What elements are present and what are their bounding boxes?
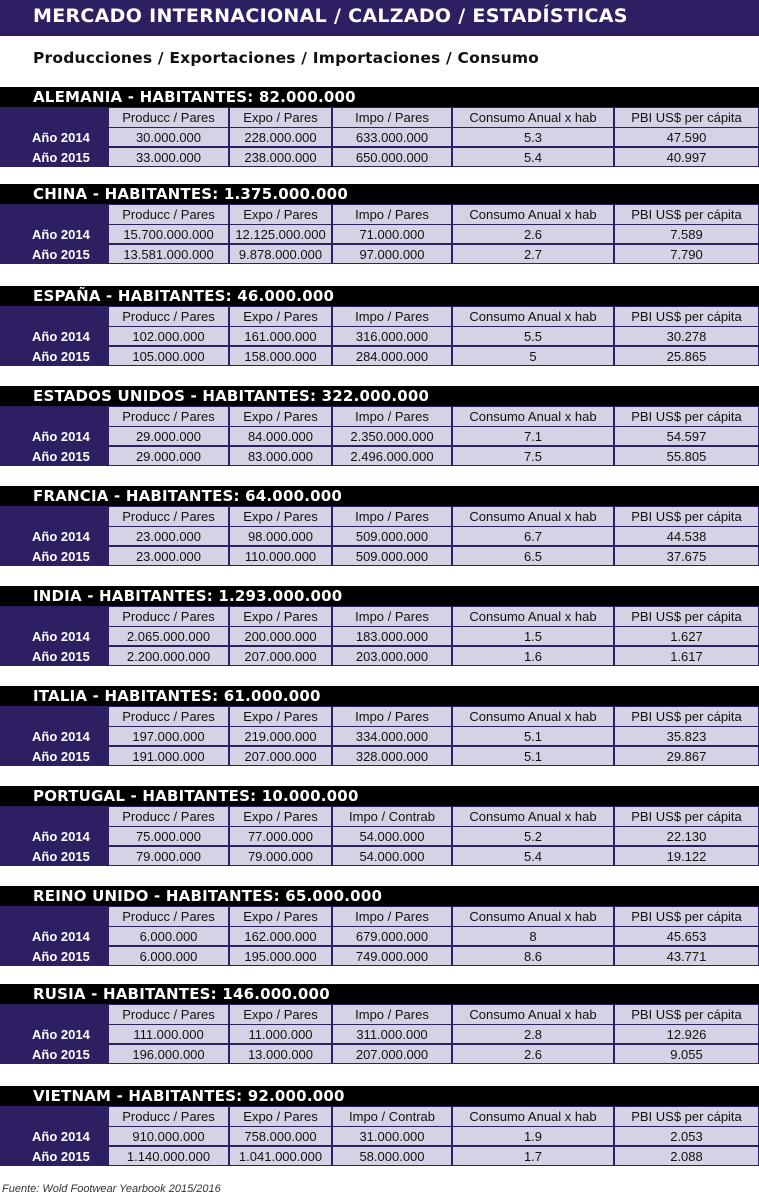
column-header: PBI US$ per cápita [614,406,759,426]
country-section [0,486,759,566]
table-cell: 2.6 [452,224,614,244]
table-cell: 5.1 [452,746,614,766]
row-label: Año 2014 [0,626,108,646]
table-cell: 7.589 [614,224,759,244]
table-cell: 5.4 [452,846,614,866]
column-header: Impo / Contrab [332,806,452,826]
table-cell: 79.000.000 [108,846,229,866]
table-cell: 2.088 [614,1146,759,1166]
column-header: Producc / Pares [108,506,229,526]
row-label: Año 2014 [0,726,108,746]
row-label: Año 2015 [0,446,108,466]
table-cell: 7.790 [614,244,759,264]
column-header: Consumo Anual x hab [452,506,614,526]
column-header: Consumo Anual x hab [452,606,614,626]
table-cell: 29.000.000 [108,426,229,446]
table-cell: 207.000.000 [229,646,332,666]
table-cell: 33.000.000 [108,147,229,167]
section-header [0,286,759,306]
label-column-header [0,806,108,826]
table-cell: 679.000.000 [332,926,452,946]
column-header: Impo / Pares [332,506,452,526]
table-cell: 54.000.000 [332,826,452,846]
row-label: Año 2015 [0,244,108,264]
column-header: Producc / Pares [108,107,229,127]
table-cell: 5 [452,346,614,366]
column-header: PBI US$ per cápita [614,107,759,127]
row-label: Año 2015 [0,646,108,666]
table-cell: 43.771 [614,946,759,966]
column-header: Consumo Anual x hab [452,306,614,326]
column-header: Impo / Pares [332,606,452,626]
table-cell: 1.7 [452,1146,614,1166]
table-cell: 77.000.000 [229,826,332,846]
table-cell: 161.000.000 [229,326,332,346]
table-cell: 55.805 [614,446,759,466]
column-header: PBI US$ per cápita [614,506,759,526]
row-label: Año 2014 [0,426,108,446]
table-cell: 6.000.000 [108,946,229,966]
section-title: ITALIA - HABITANTES: 61.000.000 [33,687,321,705]
table-cell: 200.000.000 [229,626,332,646]
column-header: Producc / Pares [108,406,229,426]
table-cell: 98.000.000 [229,526,332,546]
label-column-header [0,406,108,426]
column-header: Consumo Anual x hab [452,406,614,426]
label-column-header [0,606,108,626]
table-cell: 1.627 [614,626,759,646]
column-header: Expo / Pares [229,306,332,326]
table-cell: 45.653 [614,926,759,946]
column-header: Producc / Pares [108,906,229,926]
table-cell: 2.8 [452,1024,614,1044]
table-cell: 158.000.000 [229,346,332,366]
country-section [0,286,759,366]
table-cell: 195.000.000 [229,946,332,966]
section-header [0,87,759,107]
table-cell: 7.1 [452,426,614,446]
column-header: PBI US$ per cápita [614,606,759,626]
country-section [0,786,759,866]
column-header: Impo / Pares [332,306,452,326]
table-cell: 1.617 [614,646,759,666]
column-header: Expo / Pares [229,606,332,626]
country-section [0,1086,759,1166]
label-column-header [0,306,108,326]
table-cell: 5.2 [452,826,614,846]
column-header: Expo / Pares [229,806,332,826]
country-section [0,686,759,766]
section-header [0,886,759,906]
table-cell: 910.000.000 [108,1126,229,1146]
label-column-header [0,906,108,926]
table-cell: 102.000.000 [108,326,229,346]
column-header: Producc / Pares [108,606,229,626]
table-cell: 5.1 [452,726,614,746]
table-cell: 54.000.000 [332,846,452,866]
column-header: Expo / Pares [229,107,332,127]
table-cell: 203.000.000 [332,646,452,666]
table-cell: 2.6 [452,1044,614,1064]
row-label: Año 2015 [0,1146,108,1166]
table-cell: 6.000.000 [108,926,229,946]
column-header: PBI US$ per cápita [614,806,759,826]
column-header: Expo / Pares [229,204,332,224]
column-header: Expo / Pares [229,1004,332,1024]
section-title: ALEMANIA - HABITANTES: 82.000.000 [33,88,356,106]
column-header: Expo / Pares [229,506,332,526]
column-header: Expo / Pares [229,706,332,726]
table-cell: 7.5 [452,446,614,466]
table-cell: 196.000.000 [108,1044,229,1064]
row-label: Año 2014 [0,1126,108,1146]
table-cell: 29.000.000 [108,446,229,466]
table-cell: 75.000.000 [108,826,229,846]
column-header: Consumo Anual x hab [452,107,614,127]
section-title: PORTUGAL - HABITANTES: 10.000.000 [33,787,359,805]
table-cell: 2.065.000.000 [108,626,229,646]
table-cell: 5.3 [452,127,614,147]
table-cell: 13.000.000 [229,1044,332,1064]
column-header: Impo / Pares [332,107,452,127]
table-cell: 1.140.000.000 [108,1146,229,1166]
row-label: Año 2015 [0,946,108,966]
table-cell: 207.000.000 [332,1044,452,1064]
row-label: Año 2015 [0,1044,108,1064]
section-header [0,1086,759,1106]
column-header: Impo / Pares [332,1004,452,1024]
table-cell: 5.5 [452,326,614,346]
table-cell: 228.000.000 [229,127,332,147]
country-section [0,984,759,1064]
row-label: Año 2015 [0,846,108,866]
section-title: INDIA - HABITANTES: 1.293.000.000 [33,587,343,605]
row-label: Año 2014 [0,127,108,147]
column-header: PBI US$ per cápita [614,1004,759,1024]
column-header: Producc / Pares [108,806,229,826]
section-title: FRANCIA - HABITANTES: 64.000.000 [33,487,343,505]
table-cell: 219.000.000 [229,726,332,746]
table-cell: 9.055 [614,1044,759,1064]
table-cell: 183.000.000 [332,626,452,646]
table-cell: 6.7 [452,526,614,546]
column-header: PBI US$ per cápita [614,204,759,224]
table-cell: 105.000.000 [108,346,229,366]
table-cell: 1.9 [452,1126,614,1146]
label-column-header [0,706,108,726]
column-header: Consumo Anual x hab [452,906,614,926]
table-cell: 84.000.000 [229,426,332,446]
table-cell: 35.823 [614,726,759,746]
row-label: Año 2014 [0,326,108,346]
column-header: Expo / Pares [229,1106,332,1126]
section-title: ESTADOS UNIDOS - HABITANTES: 322.000.000 [33,387,430,405]
column-header: Producc / Pares [108,306,229,326]
section-header [0,486,759,506]
table-cell: 58.000.000 [332,1146,452,1166]
section-title: ESPAÑA - HABITANTES: 46.000.000 [33,287,335,305]
section-header [0,184,759,204]
table-cell: 8.6 [452,946,614,966]
table-cell: 2.7 [452,244,614,264]
page-subtitle: Producciones / Exportaciones / Importaciones / Consumo [33,49,540,67]
row-label: Año 2015 [0,546,108,566]
section-title: VIETNAM - HABITANTES: 92.000.000 [33,1087,345,1105]
table-cell: 22.130 [614,826,759,846]
table-cell: 29.867 [614,746,759,766]
table-cell: 31.000.000 [332,1126,452,1146]
table-cell: 1.6 [452,646,614,666]
column-header: Impo / Contrab [332,1106,452,1126]
table-cell: 2.053 [614,1126,759,1146]
table-cell: 1.5 [452,626,614,646]
section-title: CHINA - HABITANTES: 1.375.000.000 [33,185,348,203]
table-cell: 12.125.000.000 [229,224,332,244]
table-cell: 162.000.000 [229,926,332,946]
row-label: Año 2014 [0,224,108,244]
table-cell: 54.597 [614,426,759,446]
column-header: Impo / Pares [332,406,452,426]
table-cell: 197.000.000 [108,726,229,746]
country-section [0,184,759,264]
table-cell: 19.122 [614,846,759,866]
table-cell: 44.538 [614,526,759,546]
table-cell: 758.000.000 [229,1126,332,1146]
label-column-header [0,1004,108,1024]
table-cell: 633.000.000 [332,127,452,147]
row-label: Año 2015 [0,147,108,167]
row-label: Año 2015 [0,346,108,366]
column-header: PBI US$ per cápita [614,1106,759,1126]
page-title: MERCADO INTERNACIONAL / CALZADO / ESTADÍSTICAS [33,5,628,27]
table-cell: 509.000.000 [332,546,452,566]
row-label: Año 2014 [0,1024,108,1044]
table-cell: 23.000.000 [108,546,229,566]
table-cell: 316.000.000 [332,326,452,346]
column-header: Consumo Anual x hab [452,1004,614,1024]
table-cell: 191.000.000 [108,746,229,766]
column-header: Producc / Pares [108,706,229,726]
row-label: Año 2014 [0,526,108,546]
table-cell: 40.997 [614,147,759,167]
table-cell: 15.700.000.000 [108,224,229,244]
table-cell: 12.926 [614,1024,759,1044]
section-header [0,786,759,806]
table-cell: 334.000.000 [332,726,452,746]
table-cell: 207.000.000 [229,746,332,766]
table-cell: 97.000.000 [332,244,452,264]
table-cell: 1.041.000.000 [229,1146,332,1166]
column-header: Consumo Anual x hab [452,706,614,726]
column-header: Consumo Anual x hab [452,806,614,826]
country-section [0,386,759,466]
column-header: Impo / Pares [332,906,452,926]
table-cell: 25.865 [614,346,759,366]
table-cell: 509.000.000 [332,526,452,546]
section-header [0,984,759,1004]
section-title: RUSIA - HABITANTES: 146.000.000 [33,985,330,1003]
table-cell: 5.4 [452,147,614,167]
column-header: Expo / Pares [229,906,332,926]
table-cell: 111.000.000 [108,1024,229,1044]
title-banner [0,0,759,36]
column-header: Impo / Pares [332,706,452,726]
label-column-header [0,506,108,526]
label-column-header [0,204,108,224]
table-cell: 30.278 [614,326,759,346]
column-header: Expo / Pares [229,406,332,426]
column-header: Impo / Pares [332,204,452,224]
table-cell: 23.000.000 [108,526,229,546]
table-cell: 83.000.000 [229,446,332,466]
table-cell: 79.000.000 [229,846,332,866]
table-cell: 328.000.000 [332,746,452,766]
table-cell: 11.000.000 [229,1024,332,1044]
row-label: Año 2015 [0,746,108,766]
section-header [0,386,759,406]
section-header [0,586,759,606]
row-label: Año 2014 [0,926,108,946]
country-section [0,886,759,966]
column-header: PBI US$ per cápita [614,306,759,326]
table-cell: 749.000.000 [332,946,452,966]
column-header: PBI US$ per cápita [614,706,759,726]
section-header [0,686,759,706]
table-cell: 71.000.000 [332,224,452,244]
table-cell: 2.350.000.000 [332,426,452,446]
table-cell: 37.675 [614,546,759,566]
table-cell: 9.878.000.000 [229,244,332,264]
row-label: Año 2014 [0,826,108,846]
column-header: Consumo Anual x hab [452,1106,614,1126]
table-cell: 311.000.000 [332,1024,452,1044]
column-header: PBI US$ per cápita [614,906,759,926]
column-header: Consumo Anual x hab [452,204,614,224]
table-cell: 2.496.000.000 [332,446,452,466]
table-cell: 13.581.000.000 [108,244,229,264]
table-cell: 8 [452,926,614,946]
column-header: Producc / Pares [108,204,229,224]
table-cell: 284.000.000 [332,346,452,366]
label-column-header [0,1106,108,1126]
table-cell: 110.000.000 [229,546,332,566]
table-cell: 30.000.000 [108,127,229,147]
label-column-header [0,107,108,127]
table-cell: 238.000.000 [229,147,332,167]
table-cell: 47.590 [614,127,759,147]
country-section [0,87,759,167]
table-cell: 2.200.000.000 [108,646,229,666]
table-cell: 6.5 [452,546,614,566]
source-note: Fuente: Wold Footwear Yearbook 2015/2016 [2,1183,221,1195]
table-cell: 650.000.000 [332,147,452,167]
section-title: REINO UNIDO - HABITANTES: 65.000.000 [33,887,383,905]
column-header: Producc / Pares [108,1106,229,1126]
column-header: Producc / Pares [108,1004,229,1024]
country-section [0,586,759,666]
